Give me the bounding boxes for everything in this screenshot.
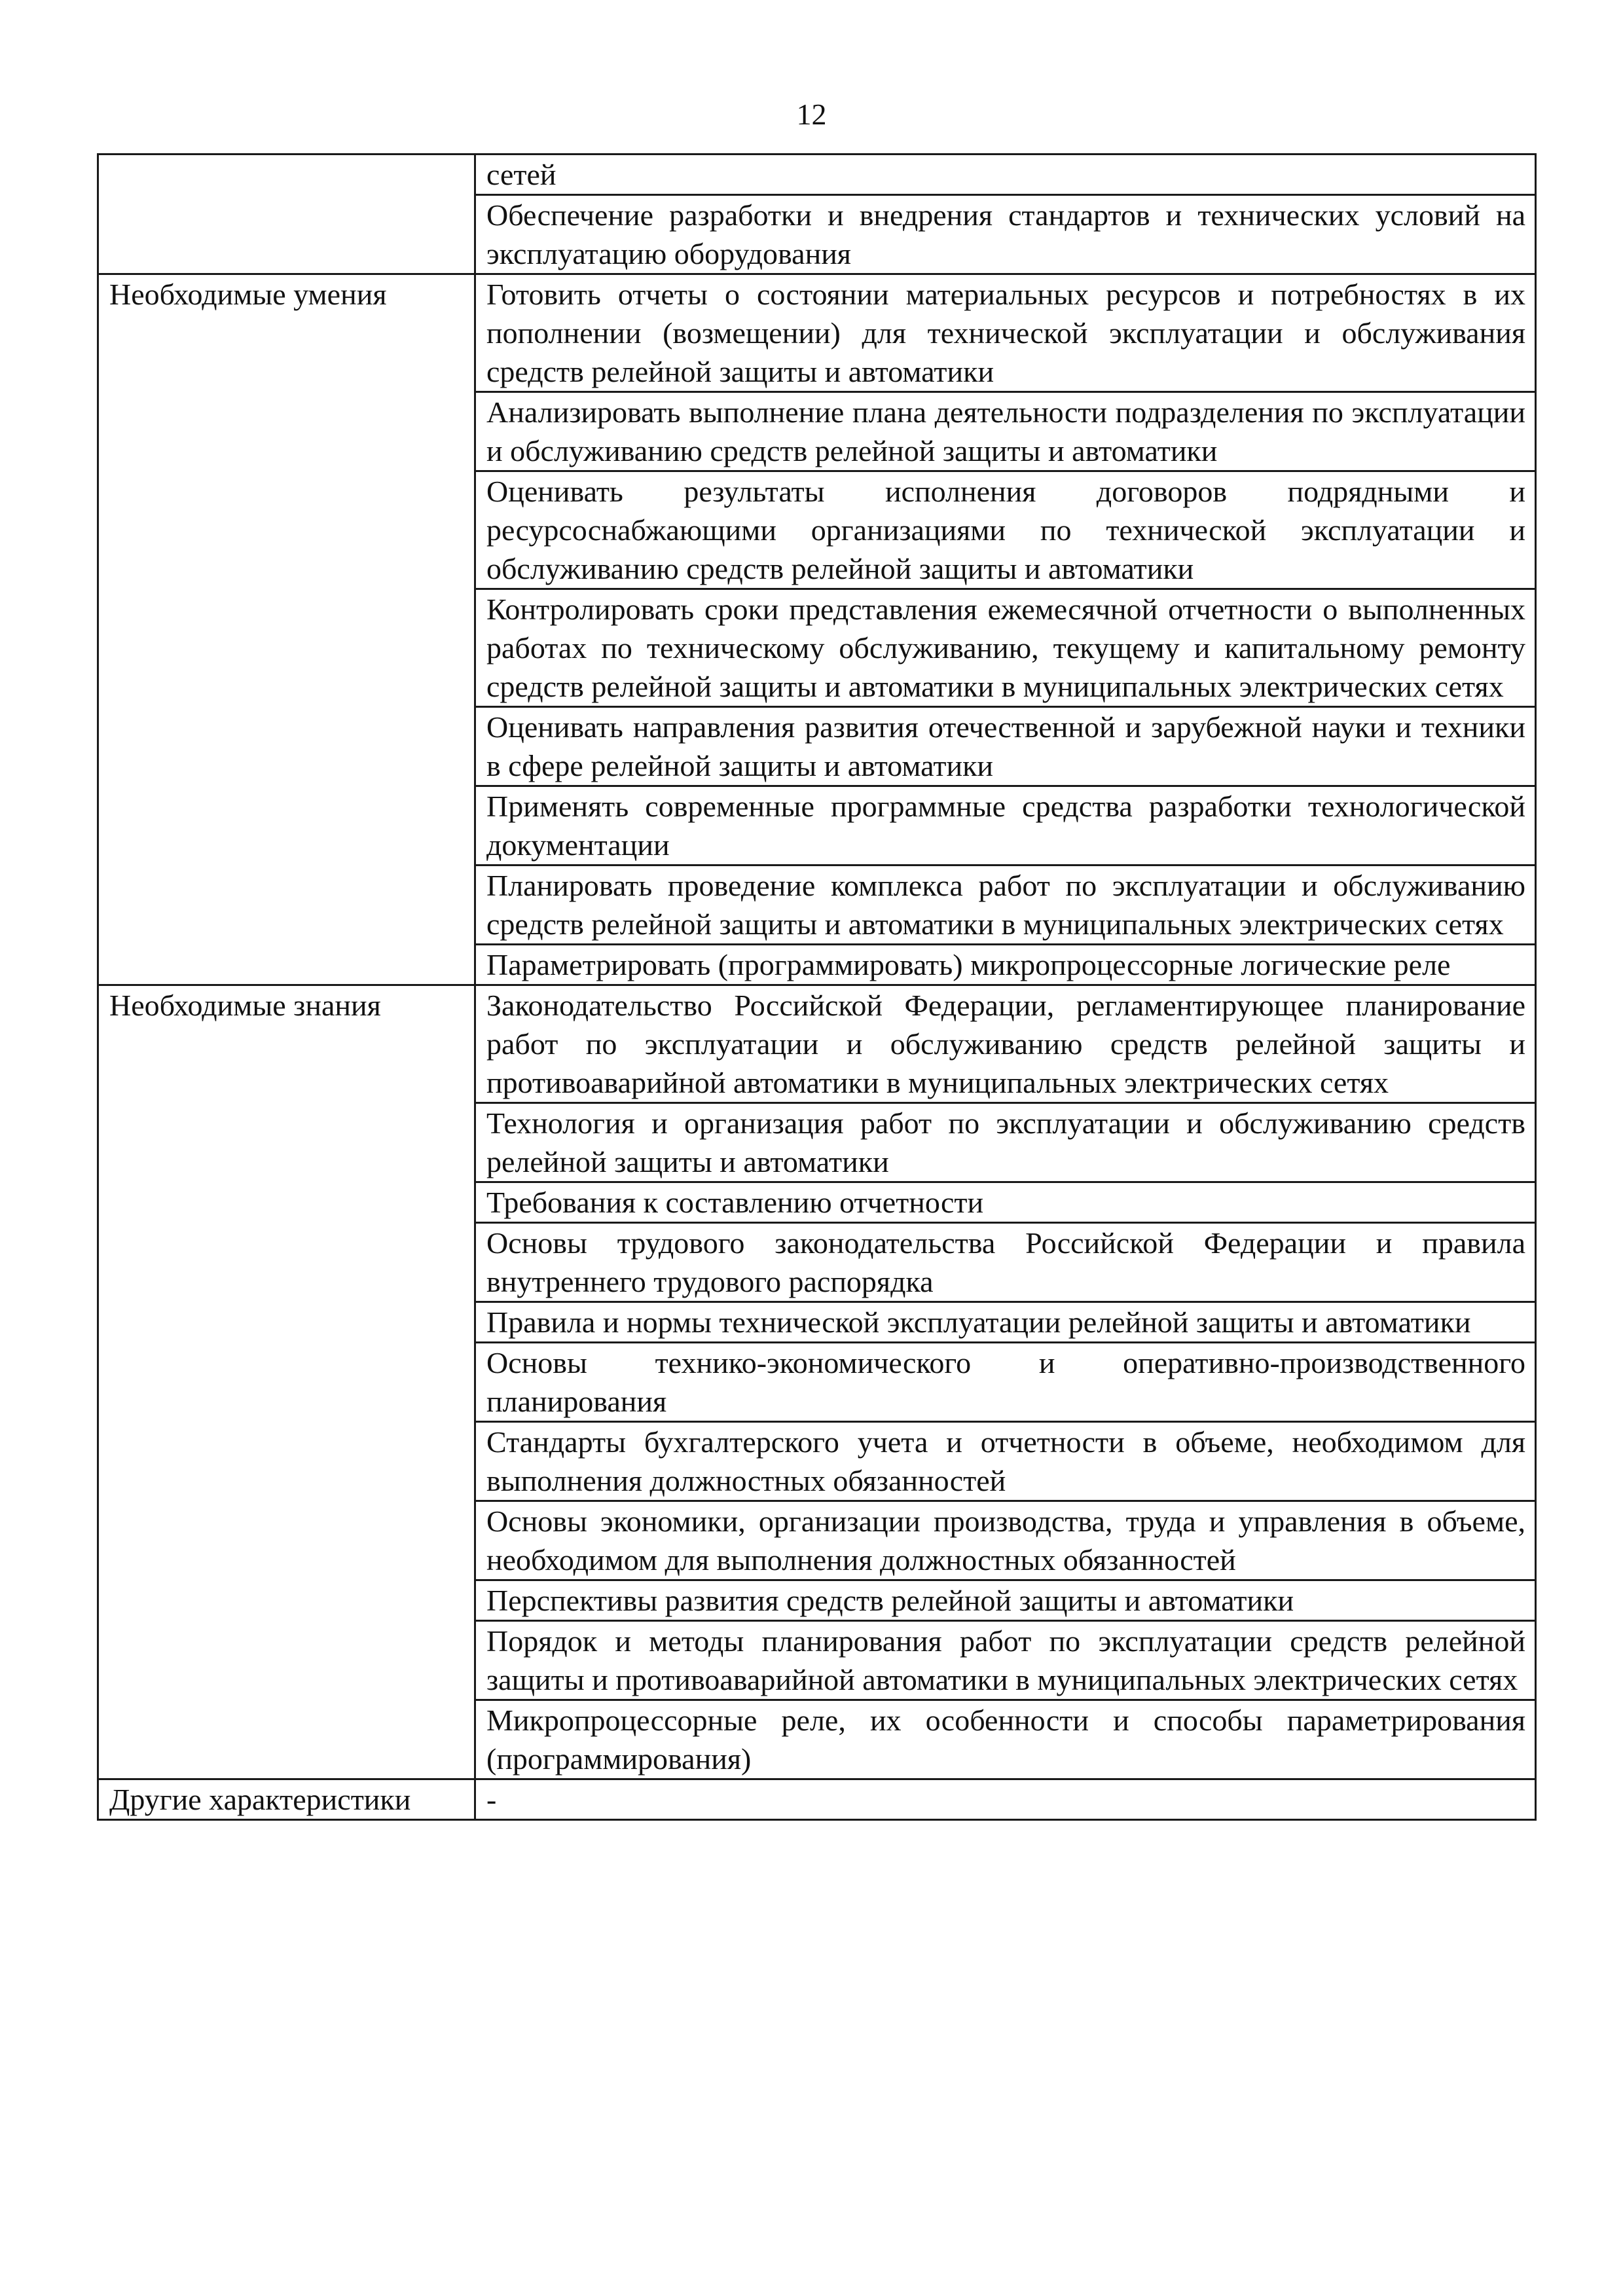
requirement-item: Обеспечение разработки и внедрения стандартов и технических условий на эксплуатацию оборудования — [475, 195, 1536, 274]
requirement-item: Правила и нормы технической эксплуатации релейной защиты и автоматики — [475, 1302, 1536, 1343]
requirement-item: Основы экономики, организации производства, труда и управления в объеме, необходимом для выполнения должностных обязанностей — [475, 1501, 1536, 1580]
requirement-item: Перспективы развития средств релейной защиты и автоматики — [475, 1580, 1536, 1621]
requirement-item: - — [475, 1779, 1536, 1820]
requirement-item: сетей — [475, 155, 1536, 195]
section-label — [98, 155, 475, 274]
requirement-item: Основы трудового законодательства Российской Федерации и правила внутреннего трудового распорядка — [475, 1223, 1536, 1302]
section-label: Другие характеристики — [98, 1779, 475, 1820]
requirement-item: Анализировать выполнение плана деятельности подразделения по эксплуатации и обслуживанию средств релейной защиты и автоматики — [475, 392, 1536, 471]
page-number: 12 — [796, 98, 827, 131]
requirement-item: Требования к составлению отчетности — [475, 1182, 1536, 1223]
requirement-item: Технология и организация работ по эксплуатации и обслуживанию средств релейной защиты и автоматики — [475, 1103, 1536, 1182]
section-label: Необходимые умения — [98, 274, 475, 985]
requirement-item: Законодательство Российской Федерации, регламентирующее планирование работ по эксплуатации и обслуживанию средств релейной защиты и противоаварийной автоматики в муниципальных электрических сетях — [475, 985, 1536, 1103]
table-row — [98, 985, 1536, 1103]
requirement-item: Оценивать результаты исполнения договоров подрядными и ресурсоснабжающими организациями по технической эксплуатации и обслуживанию средств релейной защиты и автоматики — [475, 471, 1536, 589]
requirement-item: Порядок и методы планирования работ по эксплуатации средств релейной защиты и противоаварийной автоматики в муниципальных электрических сетях — [475, 1621, 1536, 1700]
table-row — [98, 274, 1536, 392]
requirement-item: Готовить отчеты о состоянии материальных ресурсов и потребностях в их пополнении (возмещении) для технической эксплуатации и обслуживания средств релейной защиты и автоматики — [475, 274, 1536, 392]
requirement-item: Основы технико-экономического и оперативно-производственного планирования — [475, 1343, 1536, 1422]
requirement-item: Применять современные программные средства разработки технологической документации — [475, 786, 1536, 866]
table-row — [98, 1779, 1536, 1820]
requirements-table — [97, 153, 1537, 1821]
section-label: Необходимые знания — [98, 985, 475, 1779]
requirement-item: Микропроцессорные реле, их особенности и способы параметрирования (программирования) — [475, 1700, 1536, 1779]
requirement-item: Оценивать направления развития отечественной и зарубежной науки и техники в сфере релейной защиты и автоматики — [475, 707, 1536, 786]
requirements-table-body — [98, 155, 1536, 1820]
requirement-item: Контролировать сроки представления ежемесячной отчетности о выполненных работах по техническому обслуживанию, текущему и капитальному ремонту средств релейной защиты и автоматики в муниципальных электрических сетях — [475, 589, 1536, 707]
requirement-item: Стандарты бухгалтерского учета и отчетности в объеме, необходимом для выполнения должностных обязанностей — [475, 1422, 1536, 1501]
table-row — [98, 155, 1536, 195]
requirement-item: Параметрировать (программировать) микропроцессорные логические реле — [475, 945, 1536, 985]
requirement-item: Планировать проведение комплекса работ по эксплуатации и обслуживанию средств релейной защиты и автоматики в муниципальных электрических сетях — [475, 866, 1536, 945]
